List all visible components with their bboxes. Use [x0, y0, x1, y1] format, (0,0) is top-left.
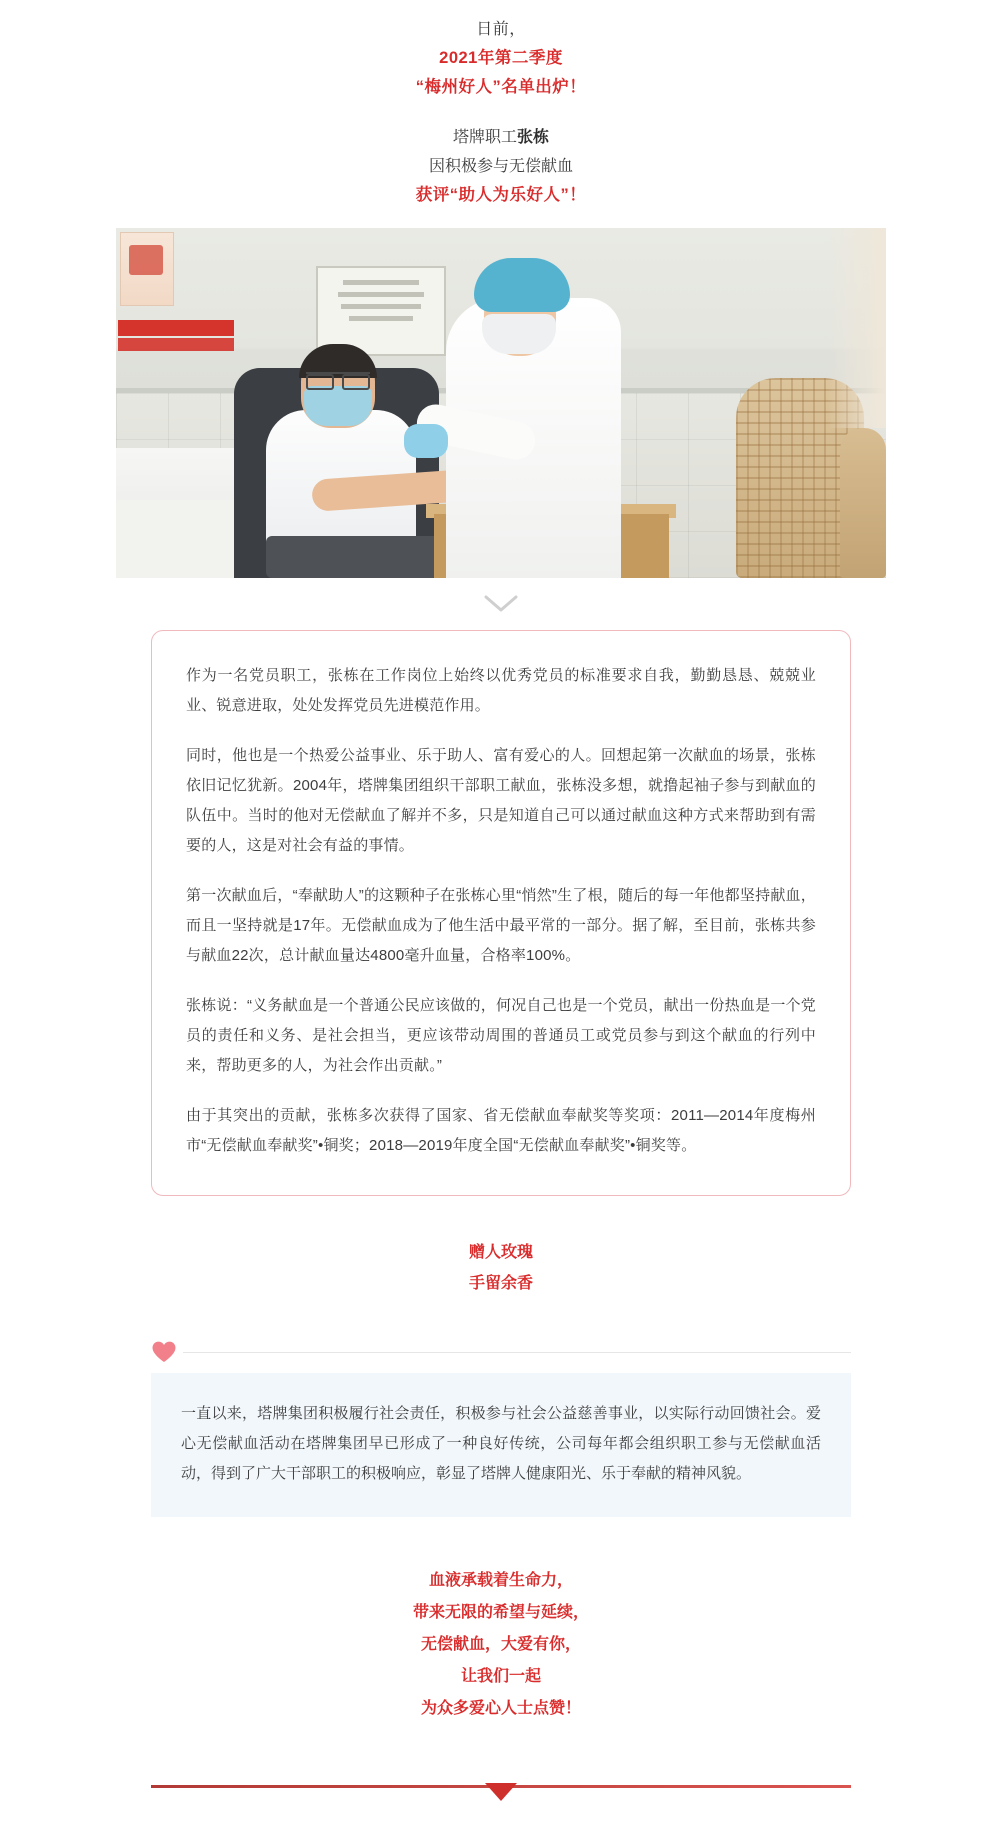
header-line-4 [0, 124, 1002, 153]
header-employee-prefix: 塔牌职工 [452, 128, 517, 146]
verse-line: 带来无限的希望与延续， [412, 1604, 589, 1621]
header-line-1: 日前， [476, 21, 526, 38]
header-employee-name: 张栋 [517, 128, 550, 146]
header-line-3: “梅州好人”名单出炉！ [415, 77, 587, 96]
photo-scene [116, 228, 886, 578]
nurse-glove-icon [404, 424, 448, 458]
chevron-down-icon [484, 595, 518, 613]
verse-line: 无偿献血，大爱有你， [420, 1636, 581, 1653]
article-header [0, 10, 1002, 210]
red-banner-1 [118, 320, 234, 336]
paragraph: 作为一名党员职工，张栋在工作岗位上始终以优秀党员的标准要求自我，勤勤恳恳、兢兢业业、锐意进取，处处发挥党员先进模范作用。 [186, 667, 816, 715]
header-line-6: 获评“助人为乐好人”！ [415, 186, 587, 205]
footer-divider [151, 1777, 851, 1807]
verse-line: 让我们一起 [460, 1668, 541, 1685]
donor-face-mask-icon [304, 386, 372, 426]
heart-icon [151, 1340, 177, 1364]
closing-verse [0, 1565, 1002, 1725]
header-line-5: 因积极参与无偿献血 [428, 157, 573, 175]
header-spacer [0, 102, 1002, 124]
donor-trousers [266, 536, 446, 578]
highlight-block [151, 1373, 851, 1517]
red-banner-2 [118, 338, 234, 351]
paragraph: 同时，他也是一个热爱公益事业、乐于助人、富有爱心的人。回想起第一次献血的场景，张栋依旧记忆犹新。2004年，塔牌集团组织干部职工献血，张栋没多想，就撸起袖子参与到献血的队伍中。当时的他对无偿献血了解并不多，只是知道自己可以通过献血这种方式来帮助到有需要的人，这是对社会有益的事情。 [186, 747, 816, 855]
nurse-surgical-cap-icon [474, 258, 570, 312]
article-body-card [151, 630, 851, 1196]
nurse-face-mask-icon [482, 314, 556, 354]
triangle-down-icon [485, 1783, 517, 1801]
highlight-text: 一直以来，塔牌集团积极履行社会责任，积极参与社会公益慈善事业，以实际行动回馈社会。爱心无偿献血活动在塔牌集团早已形成了一种良好传统，公司每年都会组织职工参与无偿献血活动，得到了广大干部职工的积极响应，彰显了塔牌人健康阳光、乐于奉献的精神风貌。 [181, 1405, 821, 1482]
slogan-line-2: 手留余香 [468, 1274, 533, 1292]
section-divider [0, 578, 1002, 630]
header-line-2: 2021年第二季度 [439, 49, 563, 67]
rattan-chair-side [840, 428, 886, 578]
paragraph: 第一次献血后，“奉献助人”的这颗种子在张栋心里“悄然”生了根，随后的每一年他都坚持献血，而且一坚持就是17年。无偿献血成为了他生活中最平常的一部分。据了解，至目前，张栋共参与献血22次，总计献血量达4800毫升血量，合格率100%。 [186, 887, 816, 965]
divider-rule [183, 1352, 851, 1353]
donor-glasses-icon [306, 372, 370, 386]
verse-line: 为众多爱心人士点赞！ [420, 1700, 581, 1717]
slogan-block [0, 1238, 1002, 1299]
window-light [828, 228, 886, 428]
paragraph: 由于其突出的贡献，张栋多次获得了国家、省无偿献血奉献奖等奖项：2011—2014年度梅州市“无偿献血奉献奖”•铜奖；2018—2019年度全国“无偿献血奉献奖”•铜奖等。 [186, 1107, 816, 1155]
highlight-header [151, 1339, 851, 1365]
slogan-line-1: 赠人玫瑰 [468, 1244, 533, 1262]
wall-poster-icon [120, 232, 174, 306]
paragraph: 张栋说：“义务献血是一个普通公民应该做的，何况自己也是一个党员，献出一份热血是一个党员的责任和义务、是社会担当，更应该带动周围的普通员工或党员参与到这个献血的行列中来，帮助更多的人，为社会作出贡献。” [186, 997, 816, 1075]
framed-notice [316, 266, 446, 356]
blood-donation-photo [116, 228, 886, 578]
verse-line: 血液承载着生命力， [428, 1572, 573, 1589]
